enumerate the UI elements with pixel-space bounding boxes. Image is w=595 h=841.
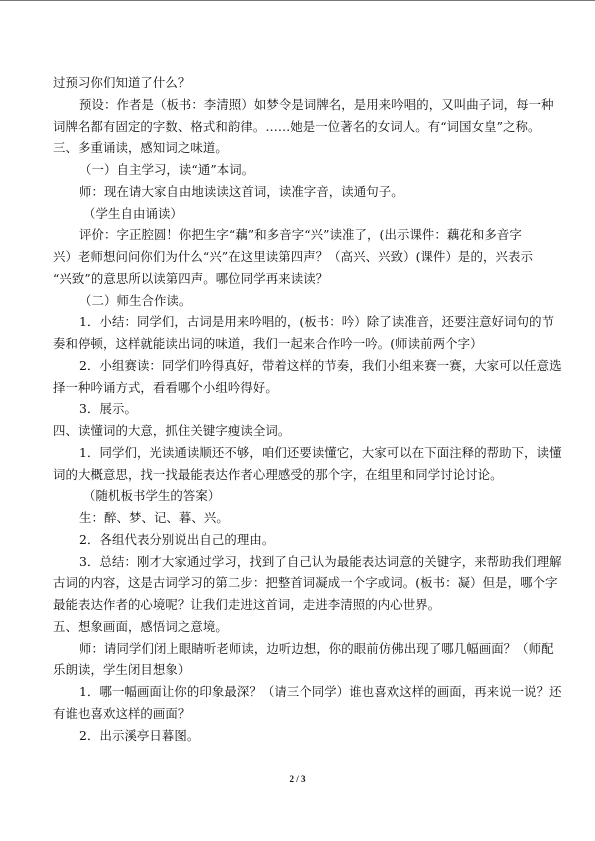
text-line: 预设：作者是（板书：李清照）如梦令是词牌名，是用来吟唱的，又叫曲子词，每一种: [79, 96, 554, 112]
text-line: “兴致”的意思所以读第四声。哪位同学再来读读？: [53, 270, 329, 286]
document-body: [53, 72, 562, 746]
section-heading: 五、想象画面，感悟词之意境。: [53, 618, 228, 634]
text-line: 3．总结：刚才大家通过学习，找到了自己认为最能表达词意的关键字，来帮助我们理解: [79, 553, 562, 569]
text-line: 词的大概意思，找一找最能表达作者心理感受的那个字，在组里和同学讨论讨论。: [53, 466, 503, 482]
text-line: 2．各组代表分别说出自己的理由。: [79, 531, 275, 547]
text-line: 1．哪一幅画面让你的印象最深？（请三个同学）谁也喜欢这样的画面，再来说一说？还: [79, 684, 562, 699]
text-line: 1．小结：同学们，古词是用来吟唱的，(板书：吟）除了读准音，还要注意好词句的节: [79, 314, 555, 330]
text-line: 奏和停顿，这样就能读出词的味道，我们一起来合作吟一吟。(师读前两个字）: [53, 336, 483, 351]
section-heading: 三、多重诵读，感知词之味道。: [53, 140, 228, 156]
text-line: 古词的内容，这是古词学习的第二步：把整首词凝成一个字或词。(板书：凝）但是，哪个字: [53, 575, 558, 591]
page-number: 2 / 3: [289, 774, 306, 784]
text-line: 过预习你们知道了什么？: [53, 75, 191, 90]
text-line: 3．展示。: [79, 401, 137, 417]
text-line: 乐朗读，学生闭目想象）: [53, 662, 191, 678]
text-line: 1．同学们，光读通读顺还不够，咱们还要读懂它，大家可以在下面注释的帮助下，读懂: [79, 444, 562, 460]
text-line: 评价：字正腔圆！你把生字“藕”和多音字“兴”读准了，(出示课件：藕花和多音字: [79, 227, 522, 243]
text-line: 最能表达作者的心境呢？让我们走进这首词，走进李清照的内心世界。: [53, 597, 441, 612]
text-line: （学生自由诵读）: [83, 205, 183, 221]
text-line: 词牌名都有固定的字数、格式和韵律。……她是一位著名的女词人。有“词国女皇”之称。: [53, 118, 541, 134]
top-rule: [0, 0, 595, 1]
text-line: 师：请同学们闭上眼睛听老师读，边听边想，你的眼前仿佛出现了哪几幅画面？（师配: [79, 640, 554, 656]
subsection-heading: （一）自主学习，读“通”本词。: [79, 162, 255, 177]
text-line: 师：现在请大家自由地读读这首词，读准字音，读通句子。: [79, 183, 404, 199]
text-line: 2．出示溪亭日暮图。: [79, 727, 200, 743]
text-line: 择一种吟诵方式，看看哪个小组吟得好。: [53, 379, 278, 395]
text-line: （随机板书学生的答案）: [83, 488, 221, 504]
subsection-heading: （二）师生合作读。: [79, 292, 192, 308]
section-heading: 四、读懂词的大意，抓住关键字瘦读全词。: [53, 423, 291, 438]
text-line: 有谁也喜欢这样的画面？: [53, 705, 191, 721]
text-line: 生：醉、梦、记、暮、兴。: [79, 510, 229, 525]
text-line: 兴）老师想问问你们为什么“兴”在这里读第四声？（高兴、兴致）(课件）是的，兴表示: [53, 249, 533, 264]
text-line: 2．小组赛读：同学们吟得真好，带着这样的节奏，我们小组来赛一赛，大家可以任意选: [79, 357, 562, 373]
